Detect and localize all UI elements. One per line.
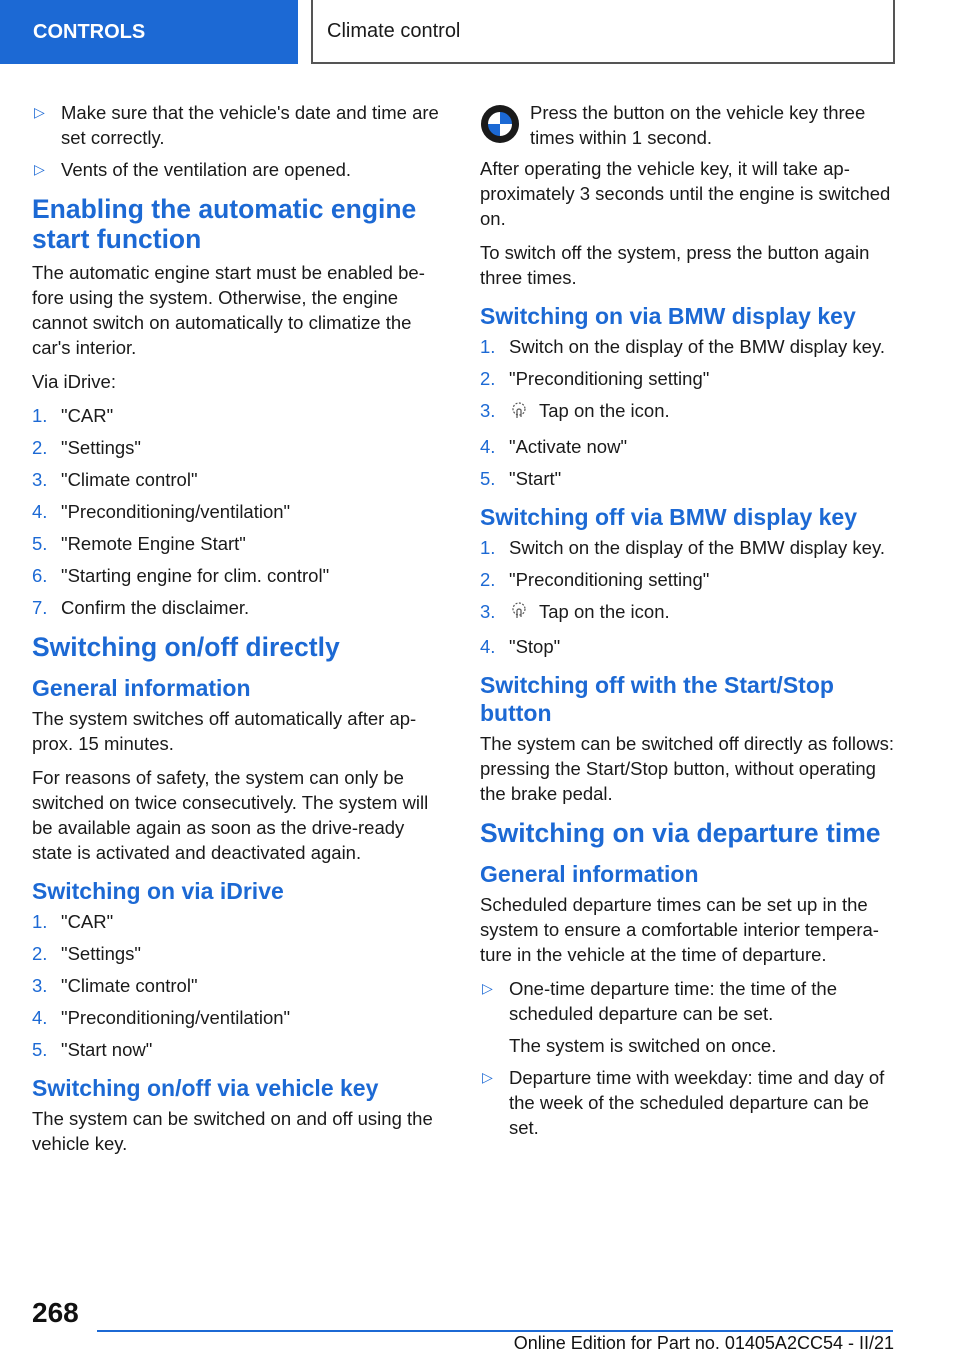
- list-item: [480, 366, 896, 391]
- step-number: 3.: [32, 469, 48, 490]
- triangle-right-icon: ▷: [482, 980, 493, 996]
- departure-heading: Switching on via departure time: [480, 818, 881, 848]
- list-item: [32, 563, 448, 588]
- bmw-logo: [480, 104, 520, 144]
- list-item-text: One-time departure time: the time of the scheduled departure can be set.: [509, 978, 838, 1024]
- step-text: "Preconditioning setting": [509, 568, 710, 590]
- chapter-tab: [0, 0, 298, 64]
- step-number: 5.: [32, 1039, 48, 1060]
- step-text: "Climate control": [61, 975, 198, 996]
- step-text: "CAR": [61, 911, 114, 932]
- startstop-text: The system can be switched off directly as follows: pressing the Start/Stop button, without operating the brake pedal.: [480, 733, 895, 804]
- list-item-text: Make sure that the vehicle's date and time are set correctly.: [61, 102, 439, 148]
- step-number: 5.: [32, 533, 48, 554]
- key-heading: Switching on/off via vehicle key: [32, 1075, 379, 1101]
- departure-general-heading: General information: [480, 861, 699, 887]
- step-number: 3.: [480, 400, 496, 421]
- direct-heading: Switching on/off directly: [32, 632, 340, 662]
- step-icon-line: [509, 599, 670, 624]
- list-item: [32, 403, 448, 428]
- display-on-heading: Switching on via BMW display key: [480, 303, 856, 329]
- step-number: 4.: [480, 636, 496, 657]
- page-number: 268: [32, 1297, 79, 1328]
- display-off-heading: Switching off via BMW display key: [480, 503, 858, 530]
- step-text: "Climate control": [61, 469, 198, 490]
- list-item: [32, 100, 448, 150]
- step-text: "Remote Engine Start": [61, 533, 246, 554]
- list-item: [480, 434, 896, 459]
- section-title: [311, 0, 895, 64]
- list-item: [480, 567, 896, 592]
- chapter-tab-label: CONTROLS: [33, 20, 146, 43]
- section-title-label: Climate control: [327, 19, 461, 42]
- step-text: "Settings": [61, 943, 141, 964]
- after-text: After operating the vehicle key, it will take approximately 3 seconds until the engine is switched on.: [480, 158, 891, 229]
- list-item: [32, 1005, 448, 1030]
- step-number: 6.: [32, 565, 48, 586]
- enable-steps: [32, 403, 448, 620]
- list-item: [480, 466, 896, 491]
- general-text-1: The system switches off automatically after approx. 15 minutes.: [32, 708, 417, 754]
- list-item: [32, 467, 448, 492]
- display-on-steps: [480, 334, 896, 491]
- step-number: 3.: [480, 600, 496, 622]
- general-heading: General information: [32, 675, 251, 701]
- departure-list: [480, 976, 896, 1140]
- step-number: 4.: [32, 501, 48, 522]
- key-press-block: [480, 100, 896, 150]
- key-press-text: Press the button on the vehicle key three times within 1 second.: [530, 102, 866, 148]
- idrive-heading: Switching on via iDrive: [32, 878, 284, 904]
- step-text: "Starting engine for clim. control": [61, 565, 330, 586]
- step-text: "Preconditioning/ventilation": [61, 1007, 291, 1028]
- enable-heading: Enabling the automatic engine start function: [32, 194, 417, 254]
- step-text: "CAR": [61, 405, 114, 426]
- display-off-steps: [480, 535, 896, 660]
- step-number: 2.: [480, 368, 496, 389]
- triangle-right-icon: ▷: [34, 161, 45, 177]
- edition-text: Online Edition for Part no. 01405A2CC54 - II/21: [513, 1333, 894, 1353]
- step-number: 7.: [32, 597, 48, 618]
- departure-text: Scheduled departure times can be set up in the system to ensure a comfortable interior temperature in the vehicle at the time of departure.: [480, 894, 879, 965]
- list-item: [480, 634, 896, 659]
- key-text: The system can be switched on and off using the vehicle key.: [32, 1108, 433, 1154]
- list-item: [32, 595, 448, 620]
- list-item: [32, 157, 448, 182]
- step-number: 3.: [32, 975, 48, 996]
- step-text: "Settings": [61, 437, 141, 458]
- idrive-steps: [32, 909, 448, 1062]
- list-item-text: Vents of the ventilation are opened.: [61, 159, 352, 180]
- list-item: [480, 535, 896, 560]
- step-number: 4.: [480, 435, 496, 457]
- general-text-2: For reasons of safety, the system can only be switched on twice consecutively. The system will be available again as soon as the drive-ready state is activated and deactivated again.: [32, 767, 429, 863]
- list-item: [480, 398, 896, 427]
- list-item: [32, 531, 448, 556]
- list-item: [32, 1037, 448, 1062]
- step-number: 5.: [480, 467, 496, 489]
- touch-icon: [509, 401, 529, 421]
- step-text: "Preconditioning/ventilation": [61, 501, 291, 522]
- list-item: [480, 1065, 896, 1140]
- list-item: [32, 499, 448, 524]
- list-item: [480, 599, 896, 628]
- list-item: [32, 941, 448, 966]
- step-text: "Activate now": [509, 435, 628, 457]
- step-icon-line: [509, 398, 670, 423]
- list-item: [480, 976, 896, 1058]
- step-text: Switch on the display of the BMW display key.: [509, 536, 885, 558]
- step-text: "Stop": [509, 636, 561, 657]
- list-item-text: Departure time with weekday: time and day of the week of the scheduled departure can be set.: [509, 1067, 885, 1138]
- step-number: 1.: [480, 336, 496, 357]
- step-text: "Start now": [61, 1039, 153, 1060]
- step-text: Tap on the icon.: [539, 400, 670, 421]
- left-column: [32, 100, 448, 1165]
- triangle-right-icon: ▷: [482, 1069, 493, 1085]
- step-number: 1.: [32, 911, 48, 932]
- list-item-subtext: The system is switched on once.: [509, 1035, 777, 1056]
- right-column: [480, 100, 896, 1148]
- list-item: [32, 909, 448, 934]
- step-number: 4.: [32, 1007, 48, 1028]
- step-text: Confirm the disclaimer.: [61, 597, 250, 618]
- touch-icon: [509, 601, 529, 621]
- step-number: 2.: [480, 568, 496, 590]
- step-text: Switch on the display of the BMW display key.: [509, 336, 885, 357]
- list-item: [32, 435, 448, 460]
- triangle-right-icon: ▷: [34, 104, 45, 120]
- list-item: [32, 973, 448, 998]
- step-number: 2.: [32, 943, 48, 964]
- prereq-list: [32, 100, 448, 182]
- step-text: "Start": [509, 467, 562, 489]
- list-item: [480, 334, 896, 359]
- step-text: Tap on the icon.: [539, 600, 670, 622]
- step-number: 1.: [32, 405, 48, 426]
- switch-off-text: To switch off the system, press the button again three times.: [480, 242, 870, 288]
- via-idrive-text: Via iDrive:: [32, 371, 116, 392]
- step-number: 2.: [32, 437, 48, 458]
- enable-text: The automatic engine start must be enabled before using the system. Otherwise, the engine cannot switch on automatically to climatize the car's interior.: [32, 262, 425, 358]
- startstop-heading: Switching off with the Start/Stop button: [480, 672, 834, 726]
- step-text: "Preconditioning setting": [509, 368, 710, 389]
- step-number: 1.: [480, 536, 496, 558]
- footer-divider: [97, 1330, 893, 1332]
